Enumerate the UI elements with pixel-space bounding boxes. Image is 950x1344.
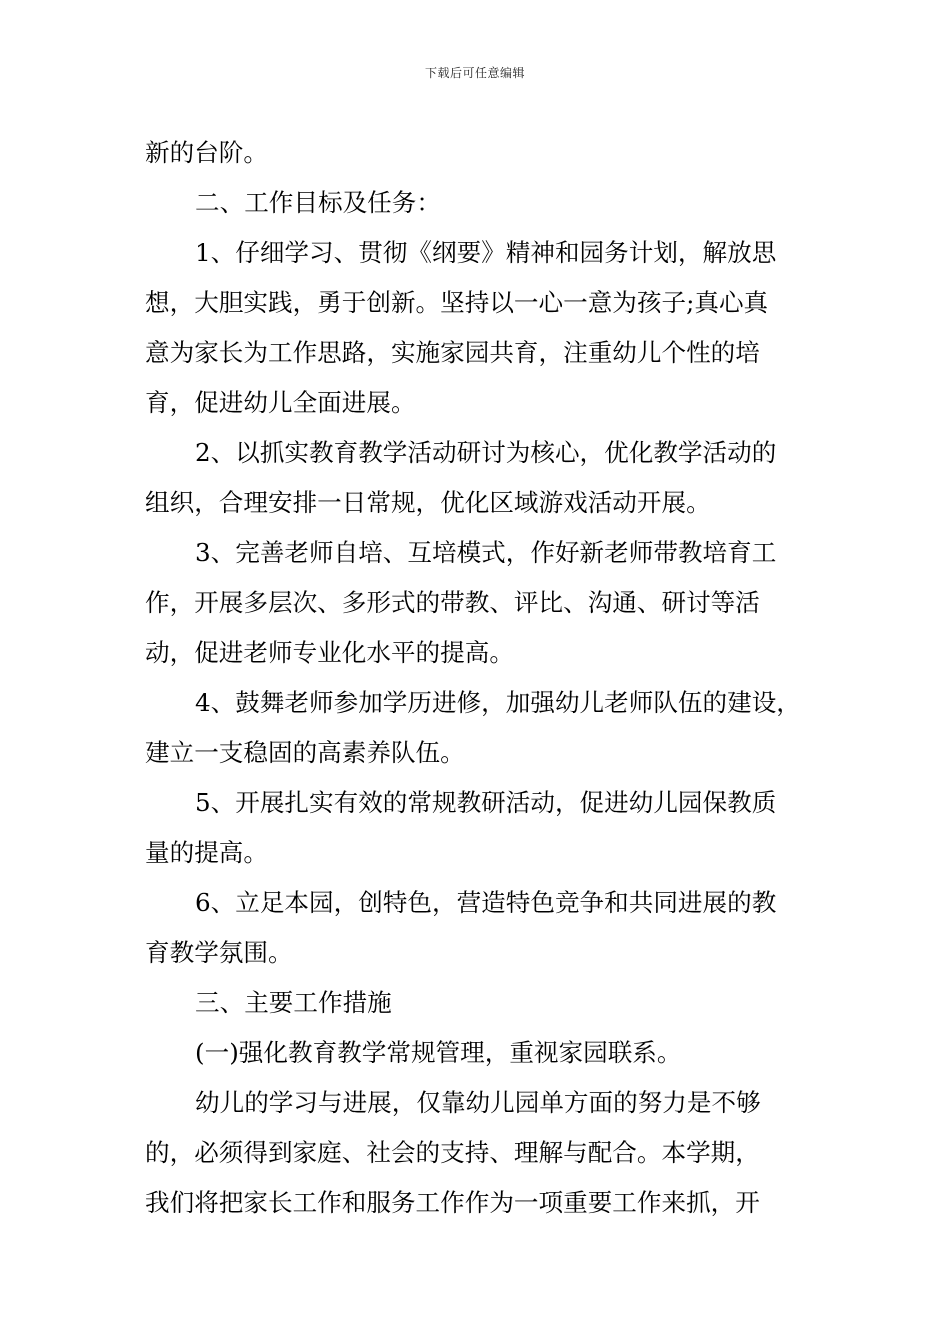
- text-line: 新的台阶。: [145, 138, 268, 167]
- section-heading: 三、主要工作措施: [195, 988, 392, 1017]
- list-item-start: 4、鼓舞老师参加学历进修，加强幼儿老师队伍的建设，: [195, 688, 801, 717]
- document-body: [145, 128, 811, 1228]
- text-line: 意为家长为工作思路，实施家园共育，注重幼儿个性的培: [145, 338, 760, 367]
- text-line: 动，促进老师专业化水平的提高。: [145, 638, 514, 667]
- text-line: 的，必须得到家庭、社会的支持、理解与配合。本学期，: [145, 1138, 760, 1167]
- paragraph-start: 幼儿的学习与进展，仅靠幼儿园单方面的努力是不够: [195, 1088, 761, 1117]
- text-line: 量的提高。: [145, 838, 268, 867]
- text-line: 我们将把家长工作和服务工作作为一项重要工作来抓，开: [145, 1188, 760, 1217]
- list-item-start: 5、开展扎实有效的常规教研活动，促进幼儿园保教质: [195, 788, 777, 817]
- section-heading: 二、工作目标及任务：: [195, 188, 441, 217]
- text-line: 作，开展多层次、多形式的带教、评比、沟通、研讨等活: [145, 588, 760, 617]
- list-item-start: 6、立足本园，创特色，营造特色竞争和共同进展的教: [195, 888, 777, 917]
- text-line: 想，大胆实践，勇于创新。坚持以一心一意为孩子;真心真: [145, 288, 769, 317]
- text-line: 育教学氛围。: [145, 938, 293, 967]
- list-item-start: 3、完善老师自培、互培模式，作好新老师带教培育工: [195, 538, 777, 567]
- list-item-start: 2、以抓实教育教学活动研讨为核心，优化教学活动的: [195, 438, 777, 467]
- page-header: 下载后可任意编辑: [424, 66, 525, 80]
- text-line: 组织，合理安排一日常规，优化区域游戏活动开展。: [145, 488, 711, 517]
- text-line: 建立一支稳固的高素养队伍。: [145, 738, 465, 767]
- subsection-heading: (一)强化教育教学常规管理，重视家园联系。: [195, 1038, 682, 1067]
- text-line: 育，促进幼儿全面进展。: [145, 388, 416, 417]
- list-item-start: 1、仔细学习、贯彻《纲要》精神和园务计划，解放思: [195, 238, 777, 267]
